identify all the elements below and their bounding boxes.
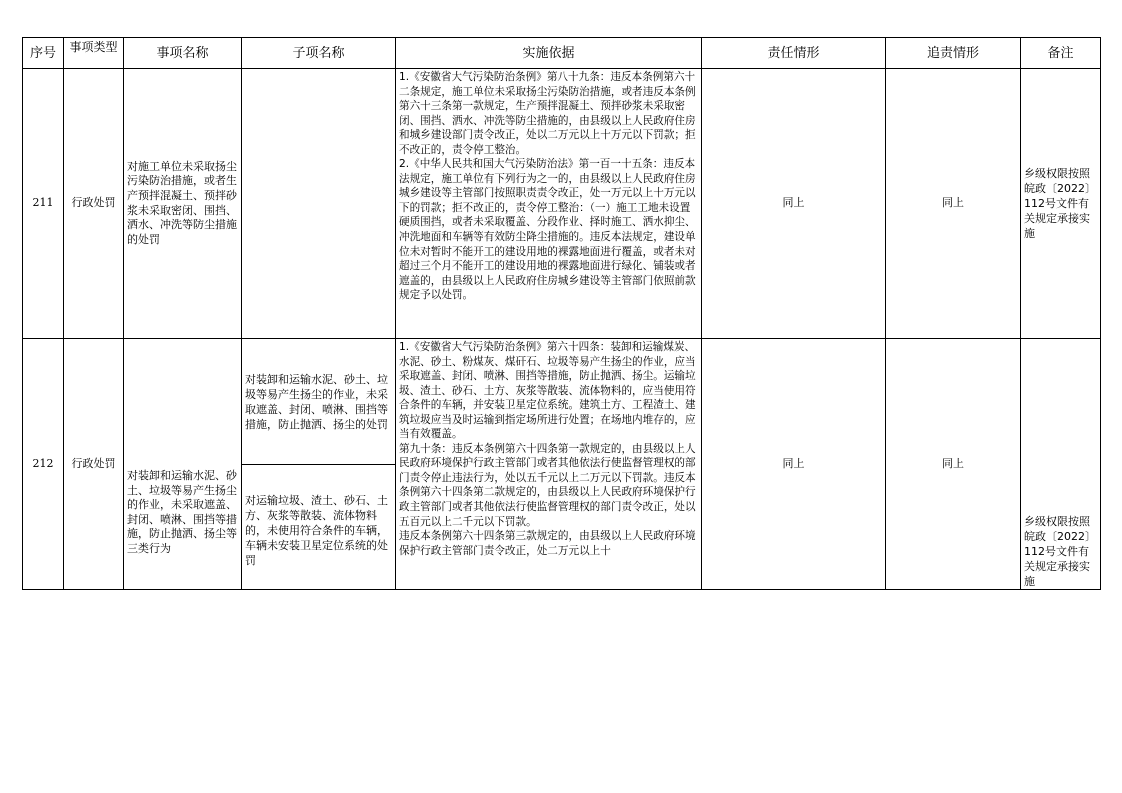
header-row [23, 38, 1101, 69]
header-remarks: 备注 [1021, 38, 1101, 69]
matters-table [22, 37, 1101, 590]
row-sub-items [242, 69, 396, 339]
basis-paragraph: 2.《中华人民共和国大气污染防治法》第一百一十五条：违反本法规定，施工单位有下列行为之一的，由县级以上人民政府住房城乡建设等主管部门按照职责责令改正，处一万元以上十万元以下的罚款；拒不改正的，责令停工整治：（一）施工工地未设置硬质围挡，或者未采取覆盖、分段作业、择时施工、洒水抑尘、冲洗地面和车辆等有效防尘降尘措施的。违反本法规定，建设单位未对暂时不能开工的建设用地的裸露地面进行覆盖，或者未对超过三个月不能开工的建设用地的裸露地面进行绿化、铺装或者遮盖的，由县级以上人民政府住房城乡建设等主管部门依照前款规定予以处罚。 [399, 158, 696, 302]
header-accountability: 追责情形 [886, 38, 1021, 69]
row-seq: 211 [23, 69, 64, 339]
basis-paragraph: 第九十条：违反本条例第六十四条第一款规定的，由县级以上人民政府环境保护行政主管部门或者其他依法行使监督管理权的部门责令停止违法行为，处以五千元以上二万元以下罚款。违反本条例第六十四条第二款规定的，由县级以上人民政府环境保护行政主管部门或者其他依法行使监督管理权的部门责令改正，处以五百元以上二千元以下罚款。 [399, 442, 696, 528]
row-remarks [1021, 339, 1101, 590]
row-remarks: 乡级权限按照皖政〔2022〕112号文件有关规定承接实施 [1021, 69, 1101, 339]
header-name: 事项名称 [124, 38, 242, 69]
row-name [124, 339, 242, 590]
sub-items-clip [242, 339, 395, 589]
header-seq: 序号 [23, 38, 64, 69]
row-accountability: 同上 [886, 339, 1021, 590]
row-name: 对施工单位未采取扬尘污染防治措施，或者生产预拌混凝土、预拌砂浆未采取密闭、围挡、洒水、冲洗等防尘措施的处罚 [124, 69, 242, 339]
row-basis [396, 339, 702, 590]
row-name-text: 对装卸和运输水泥、砂土、垃圾等易产生扬尘的作业，未采取遮盖、封闭、喷淋、围挡等措施，防止抛洒、扬尘等三类行为 [127, 469, 237, 555]
table-row [23, 339, 1101, 590]
row-sub-items [242, 339, 396, 590]
basis-paragraph: 1.《安徽省大气污染防治条例》第六十四条：装卸和运输煤炭、水泥、砂土、粉煤灰、煤矸石、垃圾等易产生扬尘的作业，应当采取遮盖、封闭、喷淋、围挡等措施，防止抛洒、扬尘。运输垃圾、渣土、砂石、土方、灰浆等散装、流体物料的，应当使用符合条件的车辆，并安装卫星定位系统。建筑土方、工程渣土、建筑垃圾应当及时运输到指定场所进行处置；在场地内堆存的，应当有效覆盖。 [399, 341, 696, 441]
sub-item [242, 339, 395, 465]
header-basis: 实施依据 [396, 38, 702, 69]
row-type: 行政处罚 [64, 69, 124, 339]
row-remarks-text: 乡级权限按照皖政〔2022〕112号文件有关规定承接实施 [1024, 515, 1096, 588]
header-responsibility: 责任情形 [702, 38, 886, 69]
row-type: 行政处罚 [64, 339, 124, 590]
row-responsibility: 同上 [702, 339, 886, 590]
row-basis [396, 69, 702, 339]
row-accountability: 同上 [886, 69, 1021, 339]
basis-paragraph: 1.《安徽省大气污染防治条例》第八十九条：违反本条例第六十二条规定，施工单位未采取扬尘污染防治措施，或者违反本条例第六十三条第一款规定，生产预拌混凝土、预拌砂浆未采取密闭、围挡、洒水、冲洗等防尘措施的，由县级以上人民政府住房和城乡建设部门责令改正，处以二万元以上十万元以下罚款；拒不改正的，责令停工整治。 [399, 71, 696, 156]
row-responsibility: 同上 [702, 69, 886, 339]
sub-item-text: 对运输垃圾、渣土、砂石、土方、灰浆等散装、流体物料的，未使用符合条件的车辆，车辆未安装卫星定位系统的处罚 [242, 465, 395, 590]
table-row [23, 69, 1101, 339]
sub-item-text: 对装卸和运输水泥、砂土、垃圾等易产生扬尘的作业，未采取遮盖、封闭、喷淋、围挡等措施，防止抛洒、扬尘的处罚 [242, 339, 395, 465]
sub-item [242, 465, 395, 590]
basis-paragraph: 违反本条例第六十四条第三款规定的，由县级以上人民政府环境保护行政主管部门责令改正，处二万元以上十 [399, 530, 696, 557]
row-seq: 212 [23, 339, 64, 590]
header-type-text: 事项类型 [69, 40, 118, 54]
header-sub-name: 子项名称 [242, 38, 396, 69]
sub-items-table [242, 339, 395, 589]
header-type [64, 38, 124, 69]
basis-clip [399, 340, 698, 589]
